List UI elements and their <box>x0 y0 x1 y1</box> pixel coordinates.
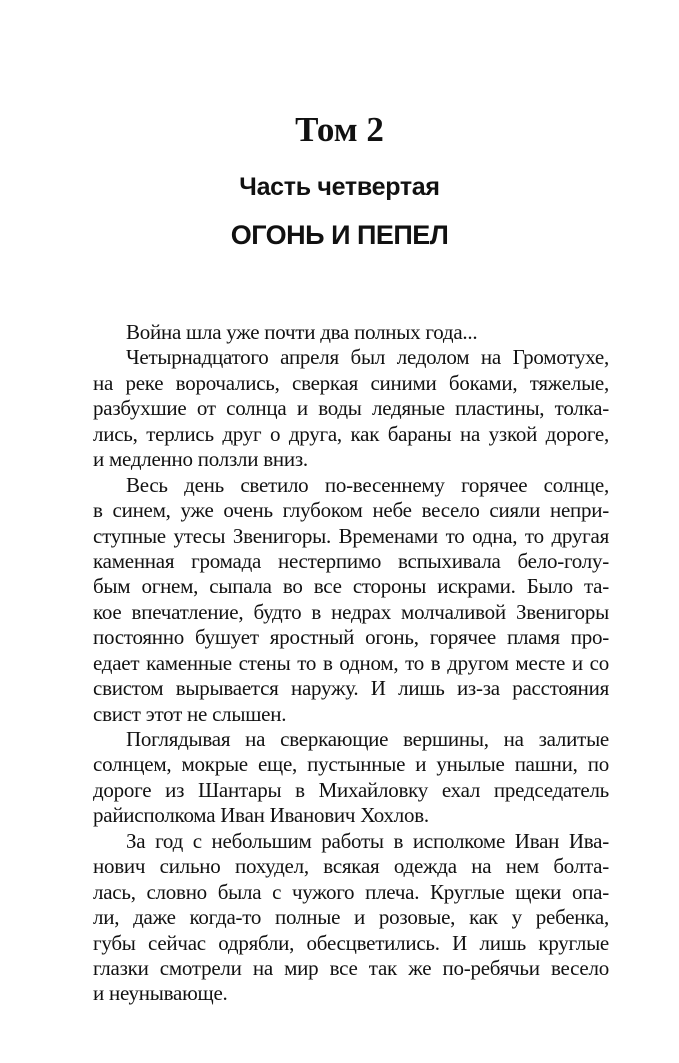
text-line: лись, терлись друг о друга, как бараны на узкой дороге, <box>93 421 609 446</box>
text-line: постоянно бушует яростный огонь, горячее пламя про- <box>93 625 609 650</box>
text-line: Поглядывая на сверкающие вершины, на залитые <box>126 727 609 751</box>
text-line: Четырнадцатого апреля был ледолом на Громотухе, <box>126 345 609 370</box>
text-line: глазки смотрели на мир все так же по-ребячьи весело <box>93 955 609 980</box>
text-line: губы сейчас одрябли, обесцветились. И лишь круглые <box>93 930 609 955</box>
text-line: в синем, уже очень глубоком небе весело сияли непри- <box>93 498 609 523</box>
body-text <box>93 320 609 1007</box>
text-line: каменная громада нестерпимо вспыхивала бело-голу- <box>93 548 609 573</box>
volume-heading: Том 2 <box>295 110 384 149</box>
part-heading: Часть четвертая <box>239 173 440 201</box>
text-line: За год с небольшим работы в исполкоме Иван Ива- <box>126 828 609 853</box>
text-line: на реке ворочались, сверкая синими боками, тяжелые, <box>93 370 609 395</box>
text-line: дороге из Шантары в Михайловку ехал председатель <box>93 777 609 802</box>
text-line: свист этот не слышен. <box>93 701 287 726</box>
text-line: едает каменные стены то в одном, то в другом месте и со <box>93 650 609 675</box>
text-line: солнцем, мокрые еще, пустынные и унылые пашни, по <box>93 752 609 777</box>
text-line: ли, даже когда-то полные и розовые, как у ребенка, <box>93 905 609 930</box>
text-line: нович сильно похудел, всякая одежда на нем болта- <box>93 854 609 879</box>
text-line: лась, словно была с чужого плеча. Круглые щеки опа- <box>93 879 609 904</box>
text-line: разбухшие от солнца и воды ледяные пластины, толка- <box>93 396 609 421</box>
text-line: Весь день светило по-весеннему горячее солнце, <box>126 472 609 497</box>
part-title: ОГОНЬ И ПЕПЕЛ <box>230 220 449 250</box>
text-line: ступные утесы Звенигоры. Временами то одна, то другая <box>93 523 609 548</box>
text-line: и неунывающе. <box>93 981 228 1006</box>
text-line: райисполкома Иван Иванович Хохлов. <box>93 803 429 828</box>
text-line: свистом вырывается наружу. И лишь из-за расстояния <box>93 676 609 701</box>
text-line: кое впечатление, будто в недрах молчаливой Звенигоры <box>93 599 609 624</box>
text-line: и медленно ползли вниз. <box>93 447 308 472</box>
text-line: Война шла уже почти два полных года... <box>126 320 478 344</box>
text-line: бым огнем, сыпала во все стороны искрами. Было та- <box>93 574 609 599</box>
